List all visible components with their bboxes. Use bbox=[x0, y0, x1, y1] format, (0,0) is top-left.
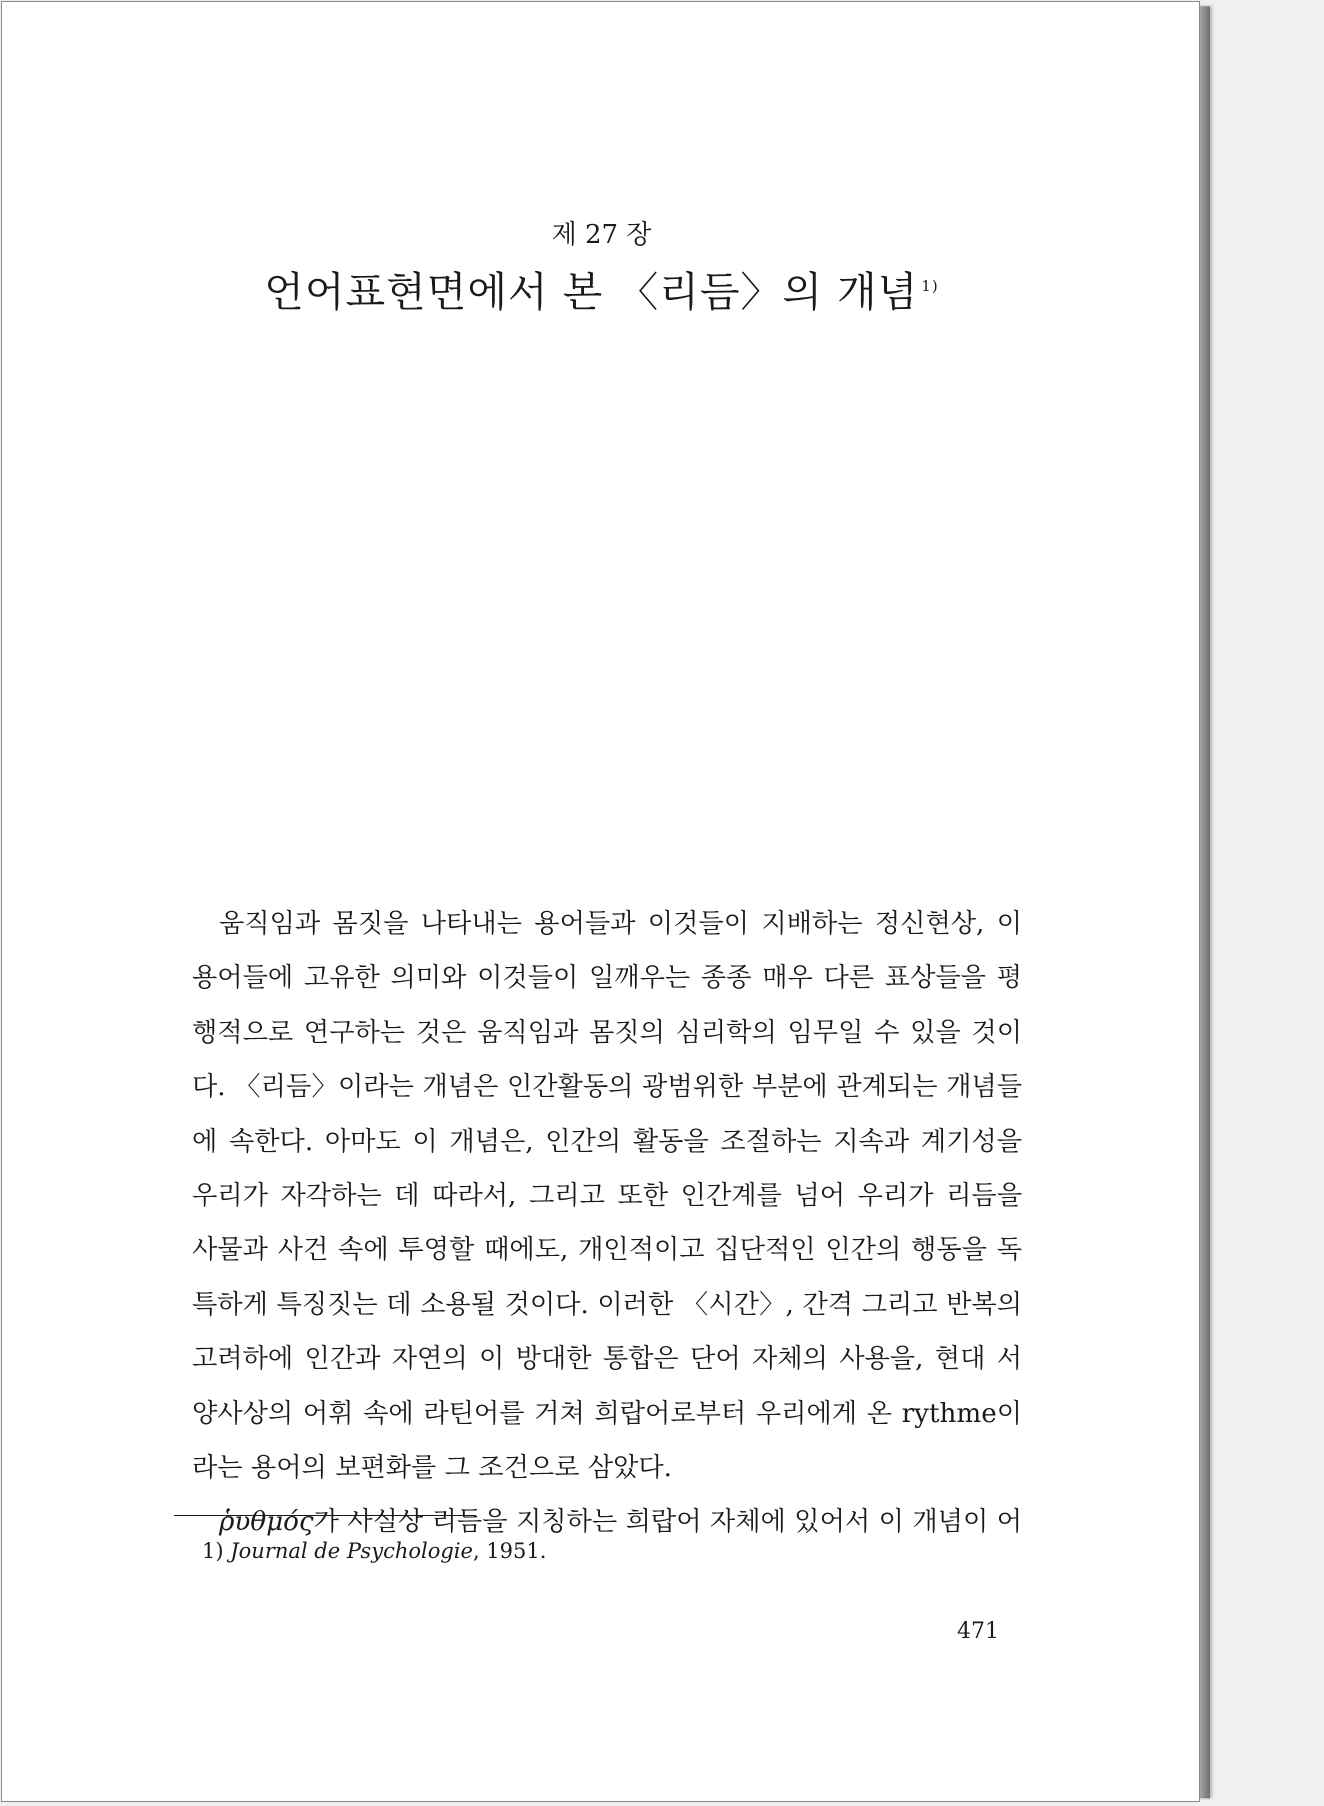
footnote-journal: Journal de Psychologie bbox=[230, 1539, 473, 1563]
body-line-rest: 가 사실상 리듬을 지칭하는 희랍어 자체에 있어서 이 개념이 어 bbox=[313, 1507, 1022, 1538]
body-line: 용어들에 고유한 의미와 이것들이 일깨우는 종종 매우 다른 표상들을 평 bbox=[192, 963, 1022, 994]
greek-word: ῥυθμός bbox=[219, 1507, 314, 1538]
body-line: 움직임과 몸짓을 나타내는 용어들과 이것들이 지배하는 정신현상, 이 bbox=[219, 909, 1022, 939]
body-line: 양사상의 어휘 속에 라틴어를 거쳐 희랍어로부터 우리에게 온 rythme이 bbox=[192, 1398, 1022, 1429]
body-paragraph bbox=[192, 897, 1022, 1550]
body-line: 특하게 특징짓는 데 소용될 것이다. 이러한 〈시간〉, 간격 그리고 반복의 bbox=[192, 1289, 1022, 1320]
book-page bbox=[1, 1, 1200, 1802]
chapter-title bbox=[2, 259, 1201, 318]
footnote-year: , 1951. bbox=[472, 1539, 547, 1563]
page-number: 471 bbox=[957, 1619, 999, 1644]
footnote-marker: 1) bbox=[202, 1539, 224, 1563]
body-line: 행적으로 연구하는 것은 움직임과 몸짓의 심리학의 임무일 수 있을 것이 bbox=[192, 1017, 1022, 1048]
footnote-divider bbox=[174, 1515, 476, 1516]
body-line: 라는 용어의 보편화를 그 조건으로 삼았다. bbox=[192, 1453, 672, 1484]
chapter-title-text: 언어표현면에서 본 〈리듬〉의 개념 bbox=[264, 268, 919, 316]
body-line: 다. 〈리듬〉이라는 개념은 인간활동의 광범위한 부분에 관계되는 개념들 bbox=[192, 1072, 1022, 1103]
chapter-number: 제 27 장 bbox=[551, 220, 652, 250]
body-line: 에 속한다. 아마도 이 개념은, 인간의 활동을 조절하는 지속과 계기성을 bbox=[192, 1126, 1022, 1157]
body-line: 고려하에 인간과 자연의 이 방대한 통합은 단어 자체의 사용을, 현대 서 bbox=[192, 1344, 1022, 1375]
chapter-title-footnote-ref: 1) bbox=[921, 277, 939, 296]
body-line: 우리가 자각하는 데 따라서, 그리고 또한 인간계를 넘어 우리가 리듬을 bbox=[192, 1181, 1022, 1212]
footnote bbox=[202, 1539, 546, 1563]
body-line: 사물과 사건 속에 투영할 때에도, 개인적이고 집단적인 인간의 행동을 독 bbox=[192, 1235, 1022, 1266]
